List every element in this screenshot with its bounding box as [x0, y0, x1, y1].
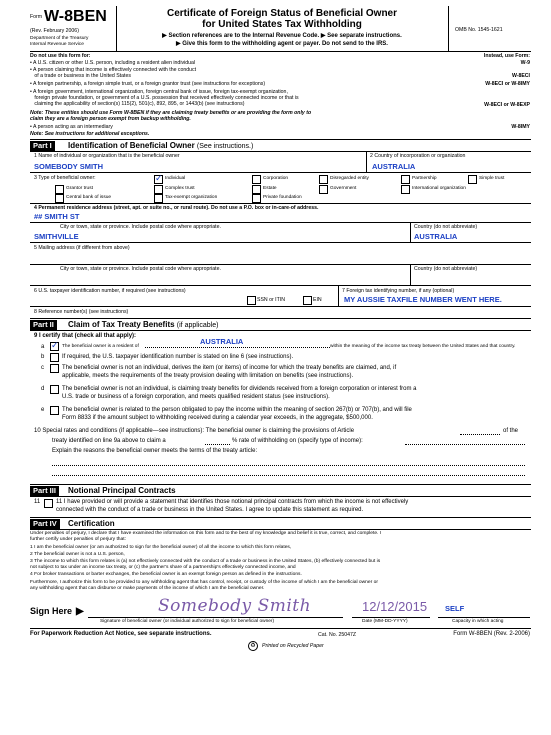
rule — [30, 285, 531, 286]
city-label-2: City or town, state or province. Include postal code where appropriate. — [60, 266, 221, 272]
not-use-note-2: Note: See instructions for additional exceptions. — [30, 131, 150, 137]
paperwork-notice: For Paperwork Reduction Act Notice, see separate instructions. — [30, 631, 212, 637]
type-label: International organization — [412, 186, 466, 191]
part-4-label: Part IV — [30, 519, 60, 529]
not-use-item: • A foreign partnership, a foreign simple trust, or a foreign grantor trust (see instructions for exceptions) — [30, 81, 266, 87]
country-label: Country (do not abbreviate) — [414, 224, 478, 230]
cert-text: further certify under penalties of perjury that: — [30, 537, 126, 542]
line-8-label: 8 Reference number(s) (see instructions) — [34, 309, 129, 315]
line-7-label: 7 Foreign tax identifying number, if any (optional) — [342, 288, 455, 294]
rule — [30, 222, 531, 223]
type-label: Private foundation — [263, 195, 302, 200]
central-bank-checkbox[interactable] — [55, 194, 64, 203]
not-use-form: W-8ECI or W-8EXP — [484, 102, 530, 108]
instead-use-title: Instead, use Form: — [483, 53, 530, 59]
capacity-field[interactable]: SELF — [445, 604, 465, 613]
type-label: Tax-exempt organization — [165, 195, 218, 200]
line-4-label: 4 Permanent residence address (street, apt. or suite no., or rural route). Do not use a P.O. box or in-care-of address. — [34, 205, 319, 211]
type-label: Individual — [165, 176, 186, 181]
type-label: Partnership — [412, 176, 437, 181]
instructions-line-1: ▶ Section references are to the Internal Revenue Code. ▶ See separate instructions. — [162, 33, 402, 39]
item-a-text: The beneficial owner is a resident of — [62, 344, 139, 349]
city-field[interactable]: SMITHVILLE — [34, 232, 79, 241]
arrow-icon: ▶ — [76, 606, 84, 617]
type-label: Estate — [263, 186, 277, 191]
related-person-checkbox[interactable] — [50, 406, 59, 415]
item-c-text-2: applicable, meets the requirements of the treaty provision dealing with limitation on benefits (see instructions). — [62, 373, 354, 379]
type-label: Complex trust — [165, 186, 195, 191]
rule — [30, 628, 531, 629]
reference-number-field[interactable] — [150, 308, 525, 317]
explanation-field-2[interactable] — [52, 475, 525, 476]
income-type-field[interactable] — [405, 444, 525, 445]
rule — [30, 151, 531, 152]
not-use-item: • A person acting as an intermediary — [30, 124, 113, 130]
item-c-text-1: The beneficial owner is not an individual, derives the item (or items) of income for which the treaty benefits are claimed, and, if — [62, 365, 397, 371]
form-title-2: for United States Tax Withholding — [202, 19, 362, 30]
line-10-post: of the — [503, 428, 519, 434]
not-use-item: • A U.S. citizen or other U.S. person, including a resident alien individual — [30, 60, 196, 66]
rule — [30, 517, 531, 518]
cert-text: 1 I am the beneficial owner (or am authorized to sign for the beneficial owner) of all the income to which this form relates, — [30, 545, 292, 550]
capacity-caption: Capacity in which acting — [452, 619, 504, 624]
resident-checkbox[interactable] — [50, 342, 59, 351]
line-5-label: 5 Mailing address (if different from above) — [34, 245, 130, 251]
partnership-checkbox[interactable] — [401, 175, 410, 184]
part-4-title: Certification — [68, 519, 115, 528]
rule — [30, 496, 531, 497]
individual-checkbox[interactable] — [154, 175, 163, 184]
not-individual-checkbox[interactable] — [50, 364, 59, 373]
private-foundation-checkbox[interactable] — [252, 194, 261, 203]
mailing-address-field[interactable] — [34, 254, 524, 263]
line-11-text-1: 11 I have provided or will provide a statement that identifies those notional principal contracts from which the income is not effectively — [56, 499, 409, 505]
item-a-text-post: within the meaning of the income tax treaty between the United States and that country. — [330, 344, 516, 349]
country-incorporation-field[interactable]: AUSTRALIA — [372, 162, 416, 171]
header-divider-left — [116, 6, 117, 51]
cert-text: Under penalties of perjury, I declare that I have examined the information on this form and to the best of my knowledge and belief it is true, correct, and complete. I — [30, 531, 382, 536]
not-use-item: • A person claiming that income is effectively connected with the conduct of a trade or business in the United States — [30, 67, 197, 79]
name-field[interactable]: SOMEBODY SMITH — [34, 162, 104, 171]
line-11-number: 11 — [34, 499, 41, 505]
rate-field[interactable] — [205, 444, 230, 445]
item-a-letter: a — [41, 344, 45, 350]
not-use-form: W-8IMY — [511, 124, 530, 130]
ein-label: EIN — [313, 297, 322, 303]
date-line — [352, 617, 430, 618]
signature-caption: Signature of beneficial owner (or individual authorized to sign for beneficial owner) — [100, 619, 275, 624]
notional-contracts-checkbox[interactable] — [44, 499, 53, 508]
department: Department of the Treasury — [30, 36, 89, 41]
line-6-label: 6 U.S. taxpayer identification number, if required (see instructions) — [34, 288, 186, 294]
part-2-label: Part II — [30, 320, 57, 330]
irs: Internal Revenue Service — [30, 42, 84, 47]
omb-number: OMB No. 1545-1621 — [455, 27, 503, 33]
cert-text: not subject to tax under an income tax treaty, or (c) the partner's share of a partnership's effectively connected income, and — [30, 565, 296, 570]
recycled-paper: Printed on Recycled Paper — [262, 643, 324, 649]
item-e-letter: e — [41, 407, 45, 413]
rule — [30, 529, 531, 530]
form-word: Form — [30, 14, 43, 20]
tin-stated-checkbox[interactable] — [50, 353, 59, 362]
article-field[interactable] — [460, 434, 500, 435]
date-field[interactable]: 12/12/2015 — [362, 599, 428, 614]
ssn-itin-checkbox[interactable] — [247, 296, 256, 305]
divider — [410, 264, 411, 285]
corporation-checkbox[interactable] — [252, 175, 261, 184]
header-divider-right — [448, 6, 449, 51]
rule — [30, 264, 531, 265]
divider — [410, 222, 411, 242]
recycle-icon: ♻ — [248, 641, 258, 651]
line-9-label: 9 I certify that (check all that apply): — [34, 333, 137, 339]
part-3-label: Part III — [30, 486, 59, 496]
signature-line — [88, 617, 343, 618]
line-10-text-b: treaty identified on line 9a above to claim a — [52, 438, 166, 444]
ein-checkbox[interactable] — [303, 296, 312, 305]
estate-checkbox[interactable] — [252, 185, 261, 194]
type-label: Simple trust — [479, 176, 505, 181]
ssn-label: SSN or ITIN — [257, 297, 285, 303]
not-use-form: W-8ECI or W-8IMY — [485, 81, 530, 87]
type-label: Central bank of issue — [66, 195, 112, 200]
rule — [30, 139, 531, 140]
line-1-label: 1 Name of individual or organization that is the beneficial owner — [34, 153, 180, 159]
item-c-letter: c — [41, 365, 44, 371]
item-d-letter: d — [41, 386, 45, 392]
country-label-2: Country (do not abbreviate) — [414, 266, 478, 272]
not-use-title: Do not use this form for: — [30, 53, 91, 59]
item-b-text: If required, the U.S. taxpayer identification number is stated on line 6 (see instructions). — [62, 354, 294, 360]
date-caption: Date (MM-DD-YYYY) — [362, 619, 408, 624]
sign-here-label: Sign Here — [30, 606, 73, 616]
divider — [366, 151, 367, 172]
explanation-field-1[interactable] — [52, 465, 525, 466]
not-use-item: • A foreign government, international organization, foreign central bank of issue, foreign tax-exempt organization, foreign private foundation, or government of a U.S. possession that received effectively connected income or that is claiming the applicability of section(s) 115(2), 501(c), 892, 895, or 1443(b) (see instructions) — [30, 89, 299, 107]
not-use-form: W-8ECI — [511, 73, 530, 79]
form-code: W-8BEN — [44, 8, 107, 25]
rule — [30, 330, 531, 331]
rule — [30, 484, 531, 485]
line-11-text-2: connected with the conduct of a trade or business in the United States. I agree to update this statement as required. — [56, 507, 364, 513]
not-use-form: W-9 — [520, 60, 530, 66]
international-organization-checkbox[interactable] — [401, 185, 410, 194]
line-3-label: 3 Type of beneficial owner: — [34, 175, 96, 181]
type-label: Government — [330, 186, 357, 191]
signature-field[interactable]: Somebody Smith — [158, 596, 312, 616]
item-e-text-1: The beneficial owner is related to the person obligated to pay the income within the meaning of section 267(b) or 707(b), and will file — [62, 407, 412, 413]
city-label: City or town, state or province. Include postal code where appropriate. — [60, 224, 221, 230]
treaty-country-field[interactable]: AUSTRALIA — [200, 337, 244, 346]
dividends-checkbox[interactable] — [50, 385, 59, 394]
line-2-label: 2 Country of incorporation or organization — [370, 153, 466, 159]
rule — [30, 172, 531, 173]
part-2-title: Claim of Tax Treaty Benefits (if applicable) — [68, 320, 219, 329]
tax-exempt-checkbox[interactable] — [154, 194, 163, 203]
rule — [30, 318, 531, 319]
divider — [338, 285, 339, 306]
item-d-text-1: The beneficial owner is not an individual, is claiming treaty benefits for dividends received from a foreign corporation or interest from a — [62, 386, 417, 392]
cert-text: 2 The beneficial owner is not a U.S. person, — [30, 552, 125, 557]
country-field[interactable]: AUSTRALIA — [414, 232, 458, 241]
part-1-title: Identification of Beneficial Owner (See instructions.) — [68, 141, 254, 150]
government-checkbox[interactable] — [319, 185, 328, 194]
disregarded-entity-checkbox[interactable] — [319, 175, 328, 184]
complex-trust-checkbox[interactable] — [154, 185, 163, 194]
cert-text: Furthermore, I authorize this form to be provided to any withholding agent that has control, receipt, or custody of the income of which I am the beneficial owner or — [30, 580, 378, 585]
form-revision: (Rev. February 2006) — [30, 28, 79, 34]
capacity-line — [438, 617, 530, 618]
cert-text: 4 For broker transactions or barter exchanges, the beneficial owner is an exempt foreign person as defined in the instructions. — [30, 572, 302, 577]
simple-trust-checkbox[interactable] — [468, 175, 477, 184]
form-title-1: Certificate of Foreign Status of Beneficial Owner — [166, 8, 398, 19]
address-field[interactable]: ## SMITH ST — [34, 212, 80, 221]
rule — [30, 203, 531, 204]
item-d-text-2: U.S. trade or business of a foreign corporation, and meets qualified resident status (see instructions). — [62, 394, 330, 400]
footer-form: Form W-8BEN (Rev. 2-2006) — [453, 631, 530, 637]
cert-text: 3 The income to which this form relates is (a) not effectively connected with the conduct of a trade or business in the United States, (b) effectively connected but is — [30, 559, 381, 564]
foreign-tin-field[interactable]: MY AUSSIE TAXFILE NUMBER WENT HERE. — [344, 295, 502, 304]
item-b-letter: b — [41, 354, 45, 360]
line-10-text: 10 Special rates and conditions (if applicable—see instructions): The beneficial owner is claiming the provisions of Article — [34, 428, 355, 434]
instructions-line-2: ▶ Give this form to the withholding agent or payer. Do not send to the IRS. — [176, 41, 388, 47]
line-10-text-b-post: % rate of withholding on (specify type of income): — [232, 438, 363, 444]
item-e-text-2: Form 8833 if the amount subject to withholding received during a calendar year exceeds, in the aggregate, $500,000. — [62, 415, 373, 421]
type-label: Grantor trust — [66, 186, 93, 191]
rule — [30, 242, 531, 243]
type-label: Corporation — [263, 176, 289, 181]
rule — [30, 51, 531, 52]
part-3-title: Notional Principal Contracts — [68, 486, 176, 495]
cert-text: any withholding agent that can disburse or make payments of the income of which I am the beneficial owner. — [30, 586, 265, 591]
type-label: Disregarded entity — [330, 176, 369, 181]
not-use-note: Note: These entities should use Form W-8BEN if they are claiming treaty benefits or are providing the form only to claim they are a foreign person exempt from backup withholding. — [30, 110, 312, 122]
dotted-line — [145, 347, 330, 348]
part-1-label: Part I — [30, 141, 55, 151]
cat-number: Cat. No. 25047Z — [318, 632, 357, 638]
line-10-text-c: Explain the reasons the beneficial owner meets the terms of the treaty article: — [52, 448, 258, 454]
rule — [30, 306, 531, 307]
grantor-trust-checkbox[interactable] — [55, 185, 64, 194]
